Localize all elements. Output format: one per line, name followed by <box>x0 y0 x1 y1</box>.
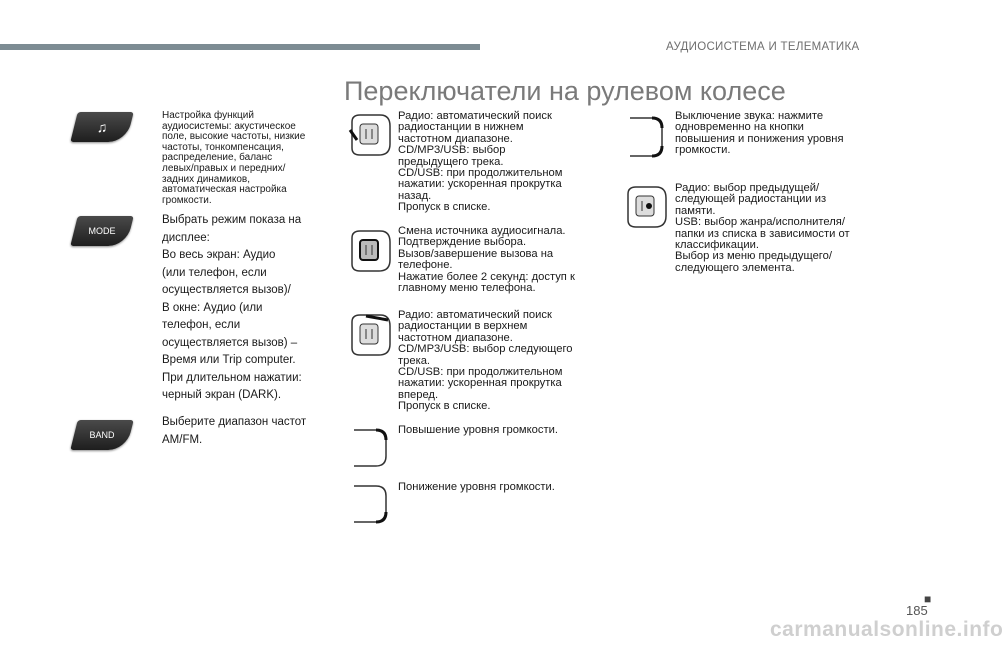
source-text: Смена источника аудиосигнала. Подтверждение выбора. Вызов/завершение вызова на телефоне. Нажатие более 2 секунд: доступ к главному меню телефона. <box>398 225 575 295</box>
page-title: Переключатели на рулевом колесе <box>344 76 786 106</box>
band-button <box>70 420 133 450</box>
band-button-text: Выберите диапазон частот AM/FM. <box>162 416 307 446</box>
audio-settings-text: Настройка функций аудиосистемы: акустическое поле, высокие частоты, низкие частоты, тонкомпенсация, распределение, баланс левых/правых и передних/ задних динамиков, автоматическая настройка громкости. <box>162 110 306 206</box>
mode-button-text: Выбрать режим показа на дисплее: Во весь экран: Аудио (или телефон, если осуществляется вызов)/ В окне: Аудио (или телефон, если осуществляется вызов) – Время или Trip computer. При длительном нажатии: черный экран (DARK). <box>162 214 302 401</box>
music-note-icon: ♫ <box>96 119 108 135</box>
seek-up-text: Радио: автоматический поиск радиостанции в верхнем частотном диапазоне. CD/MP3/USB: выбор следующего трека. CD/USB: при продолжительном нажатии: ускоренная прокрутка вперед. Пропуск в списке. <box>398 309 573 413</box>
band-button-label: BAND <box>89 430 115 440</box>
volume-up-text: Повышение уровня громкости. <box>398 424 558 436</box>
mute-text: Выключение звука: нажмите одновременно на кнопки повышения и понижения уровня громкости. <box>675 110 844 157</box>
volume-down-icon <box>346 480 394 528</box>
steering-control-up-icon <box>346 312 394 358</box>
audio-settings-button <box>70 112 133 142</box>
steering-control-down-icon <box>346 112 394 158</box>
mode-button-label: MODE <box>88 226 116 236</box>
watermark: carmanualsonline.info <box>770 618 1003 641</box>
header-bar <box>0 44 480 50</box>
steering-control-source-icon <box>346 228 394 274</box>
mute-icon <box>622 112 670 162</box>
thumbwheel-icon <box>622 184 670 230</box>
volume-up-icon <box>346 424 394 472</box>
mode-button <box>70 216 133 246</box>
page-number: 185 <box>906 603 928 618</box>
thumbwheel-text: Радио: выбор предыдущей/ следующей радиостанции из памяти. USB: выбор жанра/исполнителя/ папки из списка в зависимости от классификации. Выбор из меню предыдущего/ следующего элемента. <box>675 182 850 274</box>
section-title: АУДИОСИСТЕМА И ТЕЛЕМАТИКА <box>666 41 860 53</box>
seek-down-text: Радио: автоматический поиск радиостанции в нижнем частотном диапазоне. CD/MP3/USB: выбор предыдущего трека. CD/USB: при продолжительном нажатии: ускоренная прокрутка назад. Пропуск в списке. <box>398 110 563 214</box>
page-marker: ■ <box>924 592 932 606</box>
volume-down-text: Понижение уровня громкости. <box>398 481 555 493</box>
